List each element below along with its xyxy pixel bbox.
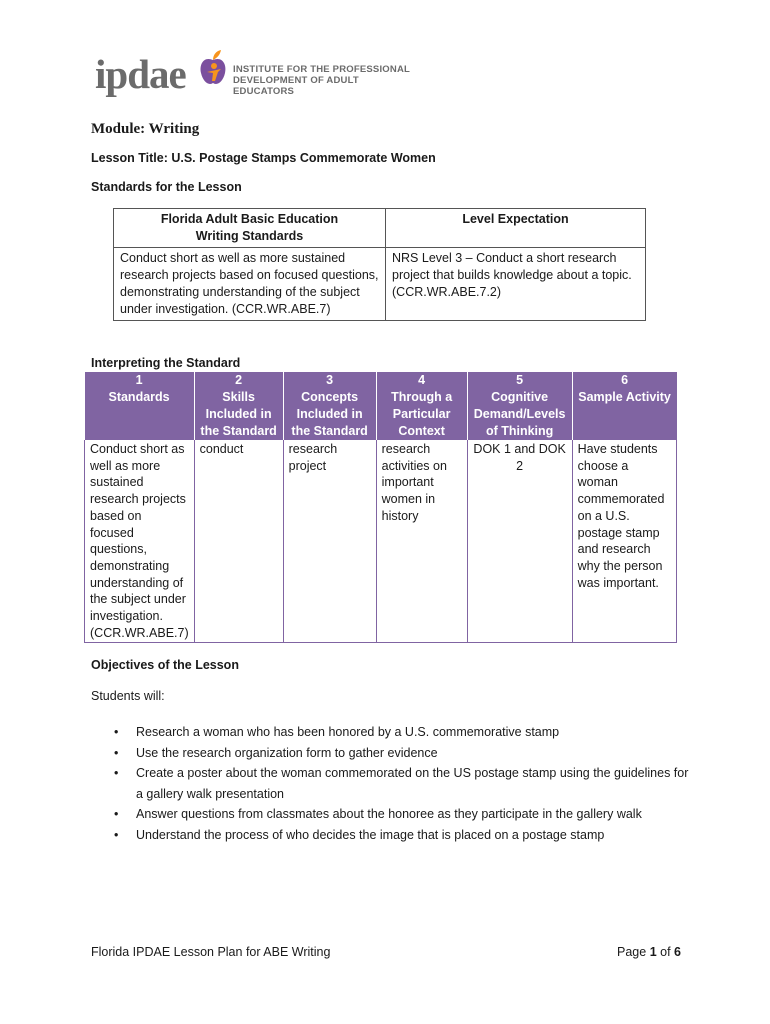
cell-cognitive: DOK 1 and DOK 2 — [467, 440, 572, 643]
list-item: • Answer questions from classmates about the honoree as they participate in the gallery walk — [112, 804, 692, 825]
logo-tagline: INSTITUTE FOR THE PROFESSIONAL DEVELOPMENT OF ADULT EDUCATORS — [233, 64, 411, 97]
list-item: • Understand the process of who decides the image that is placed on a postage stamp — [112, 825, 692, 846]
header-sample-activity: 6 Sample Activity — [572, 372, 676, 440]
list-item: • Create a poster about the woman commemorated on the US postage stamp using the guidelines for a gallery walk presentation — [112, 763, 692, 804]
standard-text-cell: Conduct short as well as more sustained research projects based on focused questions, demonstrating understanding of the subject under investigation. (CCR.WR.ABE.7) — [114, 248, 386, 321]
objectives-list — [112, 722, 692, 845]
lesson-title: Lesson Title: U.S. Postage Stamps Commemorate Women — [91, 151, 436, 165]
module-title: Module: Writing — [91, 121, 200, 137]
footer-title: Florida IPDAE Lesson Plan for ABE Writing — [91, 945, 331, 959]
objectives-heading: Objectives of the Lesson — [91, 658, 239, 672]
students-will-label: Students will: — [91, 689, 165, 703]
apple-person-icon — [198, 48, 228, 88]
logo-wordmark: ipdae — [95, 51, 186, 97]
interpreting-table — [84, 372, 677, 643]
header-cognitive: 5 Cognitive Demand/Levels of Thinking — [467, 372, 572, 440]
standards-table — [113, 208, 646, 321]
cell-context: research activities on important women in history — [376, 440, 467, 643]
standards-heading: Standards for the Lesson — [91, 180, 242, 194]
standards-header: Florida Adult Basic Education Writing Standards — [114, 209, 386, 248]
interpreting-heading: Interpreting the Standard — [91, 356, 241, 370]
header-concepts: 3 Concepts Included in the Standard — [283, 372, 376, 440]
interp-data-row — [85, 440, 677, 643]
header-standards: 1 Standards — [85, 372, 195, 440]
header-skills: 2 Skills Included in the Standard — [194, 372, 283, 440]
page-number: Page 1 of 6 — [617, 945, 681, 959]
level-expectation-header: Level Expectation — [386, 209, 646, 248]
cell-sample-activity: Have students choose a woman commemorated on a U.S. postage stamp and research why the person was important. — [572, 440, 676, 643]
level-text-cell: NRS Level 3 – Conduct a short research project that builds knowledge about a topic. (CCR.WR.ABE.7.2) — [386, 248, 646, 321]
interp-header-row — [85, 372, 677, 440]
list-item: • Research a woman who has been honored by a U.S. commemorative stamp — [112, 722, 692, 743]
cell-concepts: research project — [283, 440, 376, 643]
header-context: 4 Through a Particular Context — [376, 372, 467, 440]
ipdae-logo — [95, 48, 415, 100]
list-item: • Use the research organization form to gather evidence — [112, 743, 692, 764]
cell-skills: conduct — [194, 440, 283, 643]
cell-standards: Conduct short as well as more sustained research projects based on focused questions, demonstrating understanding of the subject under investigation. (CCR.WR.ABE.7) — [85, 440, 195, 643]
